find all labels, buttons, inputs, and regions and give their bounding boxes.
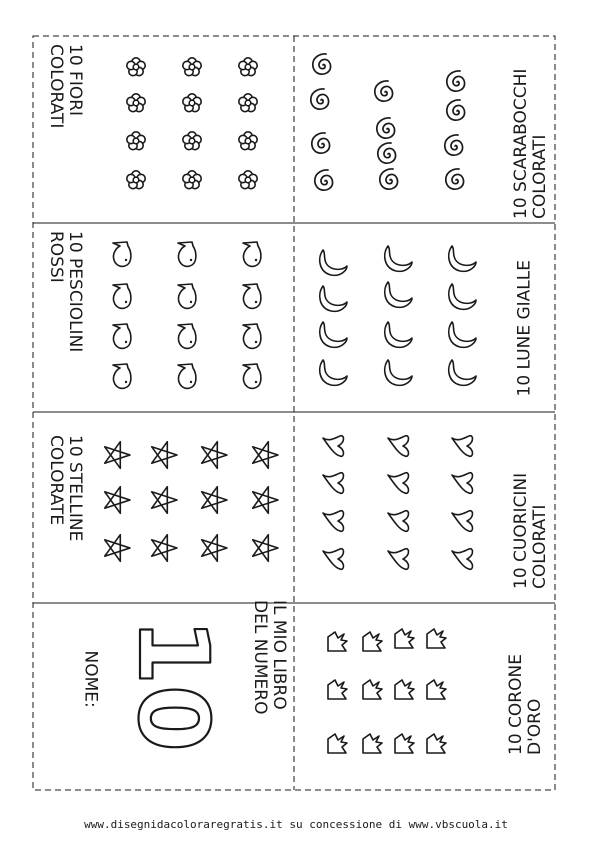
star-icon [253, 487, 278, 514]
panel-title-pesciolini: 10 PESCIOLINI ROSSI [46, 231, 85, 353]
flower-icon [127, 58, 145, 76]
flower-icon [183, 171, 201, 189]
panel-title-cuoricini: 10 CUORICINI COLORATI [511, 472, 550, 589]
crown-icon [363, 680, 382, 699]
crown-icon [328, 734, 347, 753]
heart-icon [323, 511, 344, 532]
heart-icon [388, 549, 409, 570]
star-icon [253, 442, 278, 469]
star-icon [152, 487, 177, 514]
heart-icon [323, 473, 344, 494]
fish-grid [113, 242, 261, 388]
fish-icon [113, 242, 131, 266]
crown-icon [363, 734, 382, 753]
heart-icon [388, 436, 409, 457]
heart-icon [388, 473, 409, 494]
spiral-icon [445, 135, 463, 155]
footer-credit: www.disegnidacoloraregratis.it su concessione di www.vbscuola.it [84, 818, 508, 831]
fish-icon [113, 324, 131, 348]
heart-icon [323, 549, 344, 570]
star-icon [105, 535, 130, 562]
heart-icon [388, 511, 409, 532]
spirals-grid [311, 54, 465, 190]
moons-grid [320, 246, 476, 385]
star-icon [202, 535, 227, 562]
flower-icon [183, 132, 201, 150]
fish-icon [113, 364, 131, 388]
fish-icon [243, 242, 261, 266]
crown-icon [427, 734, 446, 753]
star-icon [202, 487, 227, 514]
star-icon [152, 535, 177, 562]
flowers-grid [127, 58, 257, 189]
spiral-icon [380, 169, 398, 189]
crown-icon [328, 680, 347, 699]
hearts-grid [323, 436, 473, 570]
fish-icon [243, 324, 261, 348]
crown-icon [395, 629, 414, 648]
spiral-icon [313, 54, 331, 74]
panel-title-scarabocchi: 10 SCARABOCCHI COLORATI [511, 68, 550, 219]
spiral-icon [377, 118, 395, 138]
heart-icon [452, 549, 473, 570]
star-icon [105, 442, 130, 469]
moon-icon [449, 246, 476, 271]
star-icon [253, 535, 278, 562]
cover-name-label: NOME: [80, 650, 101, 708]
crown-icon [395, 734, 414, 753]
flower-icon [127, 132, 145, 150]
heart-icon [452, 511, 473, 532]
flower-icon [239, 171, 257, 189]
flower-icon [239, 58, 257, 76]
spiral-icon [315, 170, 333, 190]
crowns-grid [328, 629, 446, 753]
moon-icon [320, 322, 347, 347]
cut-lines [33, 36, 555, 790]
moon-icon [449, 322, 476, 347]
flower-icon [239, 94, 257, 112]
moon-icon [385, 282, 412, 307]
fish-icon [178, 242, 196, 266]
spiral-icon [311, 89, 329, 109]
moon-icon [449, 284, 476, 309]
fish-icon [243, 284, 261, 308]
spiral-icon [378, 143, 396, 163]
heart-icon [323, 436, 344, 457]
cover-title: IL MIO LIBRO DEL NUMERO [250, 600, 289, 715]
star-icon [152, 442, 177, 469]
flower-icon [127, 171, 145, 189]
moon-icon [385, 322, 412, 347]
panel-title-fiori: 10 FIORI COLORATI [46, 44, 85, 129]
crown-icon [395, 680, 414, 699]
moon-icon [385, 246, 412, 271]
fish-icon [178, 324, 196, 348]
fish-icon [178, 364, 196, 388]
star-icon [105, 487, 130, 514]
crown-icon [427, 629, 446, 648]
spiral-icon [312, 133, 330, 153]
spiral-icon [446, 169, 464, 189]
stars-grid [105, 442, 278, 562]
panel-title-corone: 10 CORONE D'ORO [506, 654, 545, 755]
star-icon [202, 442, 227, 469]
spiral-icon [447, 71, 465, 91]
flower-icon [239, 132, 257, 150]
flower-icon [183, 58, 201, 76]
flower-icon [183, 94, 201, 112]
panel-title-stelline: 10 STELLINE COLORATE [46, 435, 85, 542]
flower-icon [127, 94, 145, 112]
fish-icon [178, 284, 196, 308]
panel-title-lune: 10 LUNE GIALLE [514, 260, 535, 397]
moon-icon [385, 360, 412, 385]
heart-icon [452, 473, 473, 494]
cover-number-art [117, 618, 229, 752]
crown-icon [427, 680, 446, 699]
crown-icon [363, 632, 382, 651]
spiral-icon [375, 81, 393, 101]
spiral-icon [447, 100, 465, 120]
moon-icon [320, 250, 347, 275]
moon-icon [320, 286, 347, 311]
moon-icon [320, 360, 347, 385]
cover-number: 10 [117, 618, 229, 752]
fish-icon [243, 364, 261, 388]
heart-icon [452, 436, 473, 457]
moon-icon [449, 360, 476, 385]
fish-icon [113, 284, 131, 308]
crown-icon [328, 632, 347, 651]
